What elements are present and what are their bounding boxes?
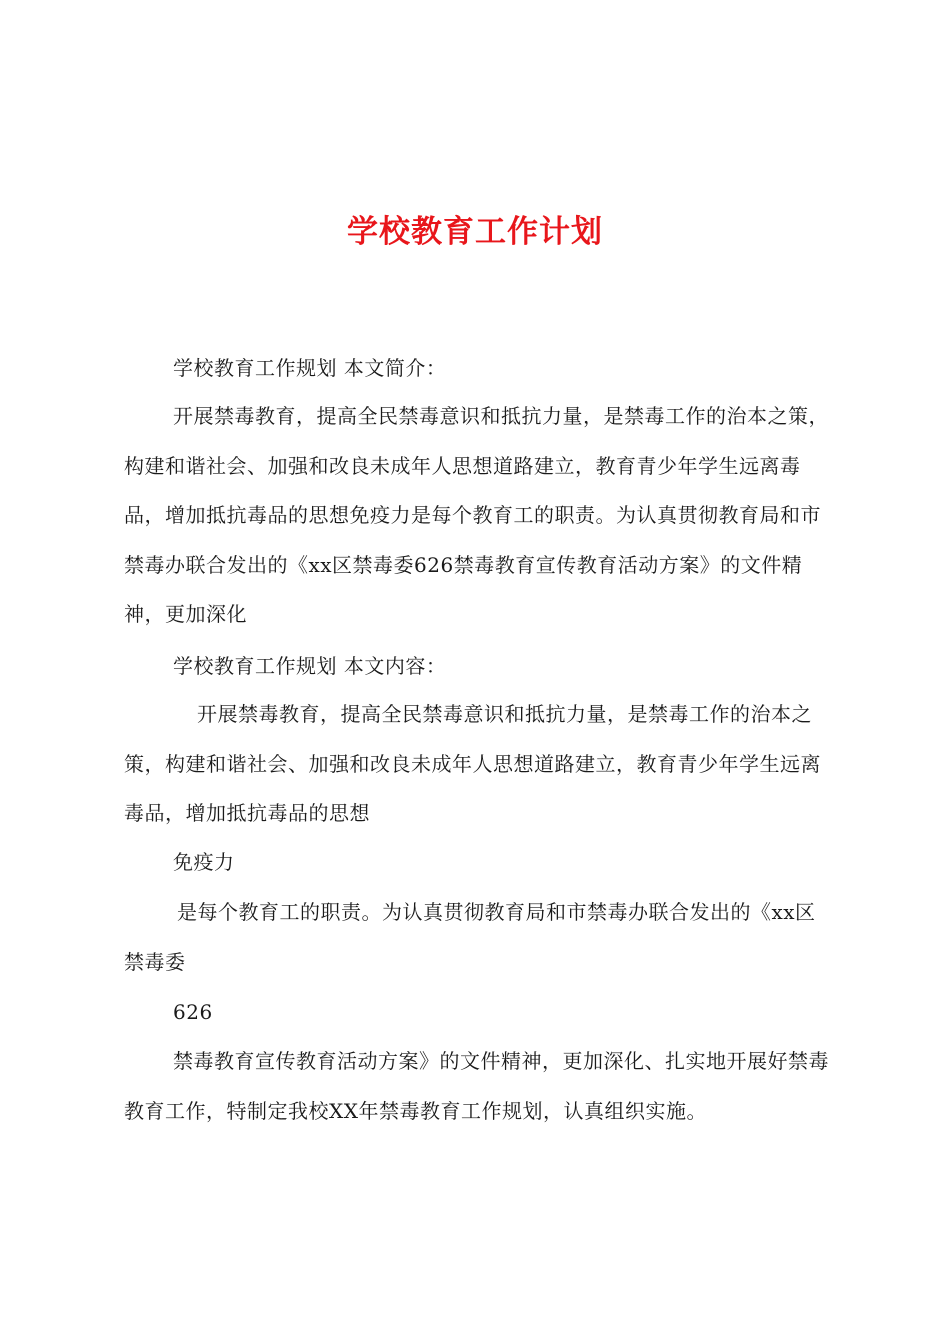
content-heading: 学校教育工作规划 本文内容： — [173, 654, 447, 678]
intro-paragraph: 开展禁毒教育，提高全民禁毒意识和抵抗力量，是禁毒工作的治本之策，构建和谐社会、加强和改良未成年人思想道路建立，教育青少年学生远离毒品，增加抵抗毒品的思想免疫力是每个教育工的职责。为认真贯彻教育局和市禁毒办联合发出的《xx区禁毒委626禁毒教育宣传教育活动方案》的文件精神，更加深化 — [124, 404, 829, 626]
content-paragraph-5: 禁毒教育宣传教育活动方案》的文件精神，更加深化、扎实地开展好禁毒教育工作，特制定我校XX年禁毒教育工作规划，认真组织实施。 — [124, 1049, 829, 1123]
content-paragraph-1: 开展禁毒教育，提高全民禁毒意识和抵抗力量，是禁毒工作的治本之策，构建和谐社会、加强和改良未成年人思想道路建立，教育青少年学生远离毒品，增加抵抗毒品的思想 — [124, 702, 821, 825]
content-paragraph-2: 免疫力 — [173, 850, 235, 874]
intro-heading: 学校教育工作规划 本文简介： — [173, 356, 447, 380]
content-paragraph-3: 是每个教育工的职责。为认真贯彻教育局和市禁毒办联合发出的《xx区禁毒委 — [124, 900, 816, 974]
content-paragraph-4: 626 — [173, 1000, 213, 1024]
document-title: 学校教育工作计划 — [347, 214, 603, 250]
